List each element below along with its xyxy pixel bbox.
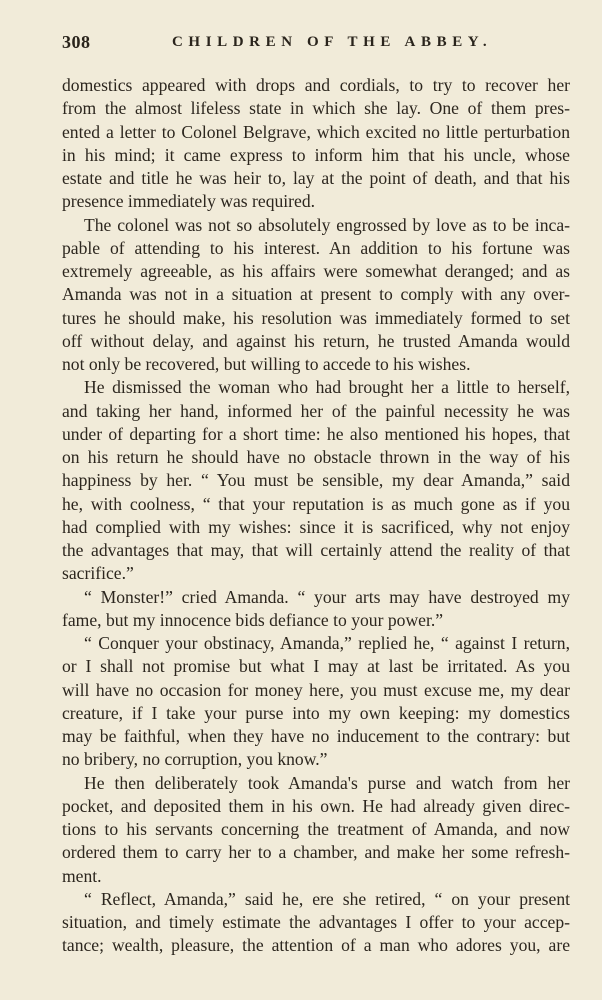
text-line: He then deliberately took Amanda's purse and watch from her (84, 772, 570, 793)
page-number: 308 (62, 32, 91, 52)
text-line: estate and title he was heir to, lay at the point of death, and that his (62, 168, 570, 188)
text-line: under of departing for a short time: he also mentioned his hopes, that (62, 423, 570, 444)
text-line: fame, but my innocence bids defiance to your power.” (62, 609, 444, 630)
text-line: “ Reflect, Amanda,” said he, ere she retired, “ on your present (84, 888, 570, 909)
text-line: on his return he should have no obstacle thrown in the way of his (62, 447, 570, 467)
text-line: situation, and timely estimate the advantages I offer to your accep- (62, 912, 570, 932)
text-line: “ Monster!” cried Amanda. “ your arts may have destroyed my (84, 586, 570, 607)
page-header (62, 32, 570, 56)
text-line: domestics appeared with drops and cordials, to try to recover her (62, 75, 570, 95)
text-line: or I shall not promise but what I may at last be irritated. As you (62, 656, 570, 677)
text-line: tance; wealth, pleasure, the attention of a man who adores you, are (62, 935, 570, 956)
text-line: ment. (62, 865, 102, 886)
text-line: pable of attending to his interest. An addition to his fortune was (62, 237, 570, 258)
text-line: creature, if I take your purse into my own keeping: my domestics (62, 702, 570, 723)
text-line: may be faithful, when they have no inducement to the contrary: but (62, 726, 570, 746)
text-line: the advantages that may, that will certainly attend the reality of that (62, 540, 570, 560)
text-line: ented a letter to Colonel Belgrave, which excited no little perturbation (62, 121, 570, 142)
text-line: “ Conquer your obstinacy, Amanda,” replied he, “ against I return, (84, 633, 570, 653)
text-line: sacrifice.” (62, 563, 134, 584)
text-line: no bribery, no corruption, you know.” (62, 749, 328, 770)
text-line: in his mind; it came express to inform him that his uncle, whose (62, 144, 570, 165)
text-line: not only be recovered, but willing to accede to his wishes. (62, 354, 471, 374)
text-line: happiness by her. “ You must be sensible, my dear Amanda,” said (62, 470, 570, 491)
text-line: Amanda was not in a situation at present to comply with any over- (62, 284, 570, 305)
text-line: from the almost lifeless state in which she lay. One of them pres- (62, 98, 570, 119)
body-text (62, 74, 570, 958)
text-line: ordered them to carry her to a chamber, and make her some refresh- (62, 842, 570, 863)
text-line: will have no occasion for money here, you must excuse me, my dear (62, 679, 570, 700)
text-line: off without delay, and against his return, he trusted Amanda would (62, 330, 570, 351)
text-line: pocket, and deposited them in his own. He had already given direc- (62, 795, 570, 816)
text-line: The colonel was not so absolutely engrossed by love as to be inca- (84, 214, 570, 235)
text-line: presence immediately was required. (62, 191, 316, 212)
text-line: extremely agreeable, as his affairs were somewhat deranged; and as (62, 261, 570, 281)
running-head: CHILDREN OF THE ABBEY. (172, 34, 493, 50)
text-line: had complied with my wishes: since it is sacrificed, why not enjoy (62, 516, 570, 537)
text-line: tures he should make, his resolution was immediately formed to set (62, 307, 570, 328)
text-line: He dismissed the woman who had brought her a little to herself, (84, 377, 570, 398)
text-line: tions to his servants concerning the treatment of Amanda, and now (62, 819, 570, 839)
text-line: he, with coolness, “ that your reputation is as much gone as if you (62, 493, 570, 514)
text-line: and taking her hand, informed her of the painful necessity he was (62, 400, 570, 421)
